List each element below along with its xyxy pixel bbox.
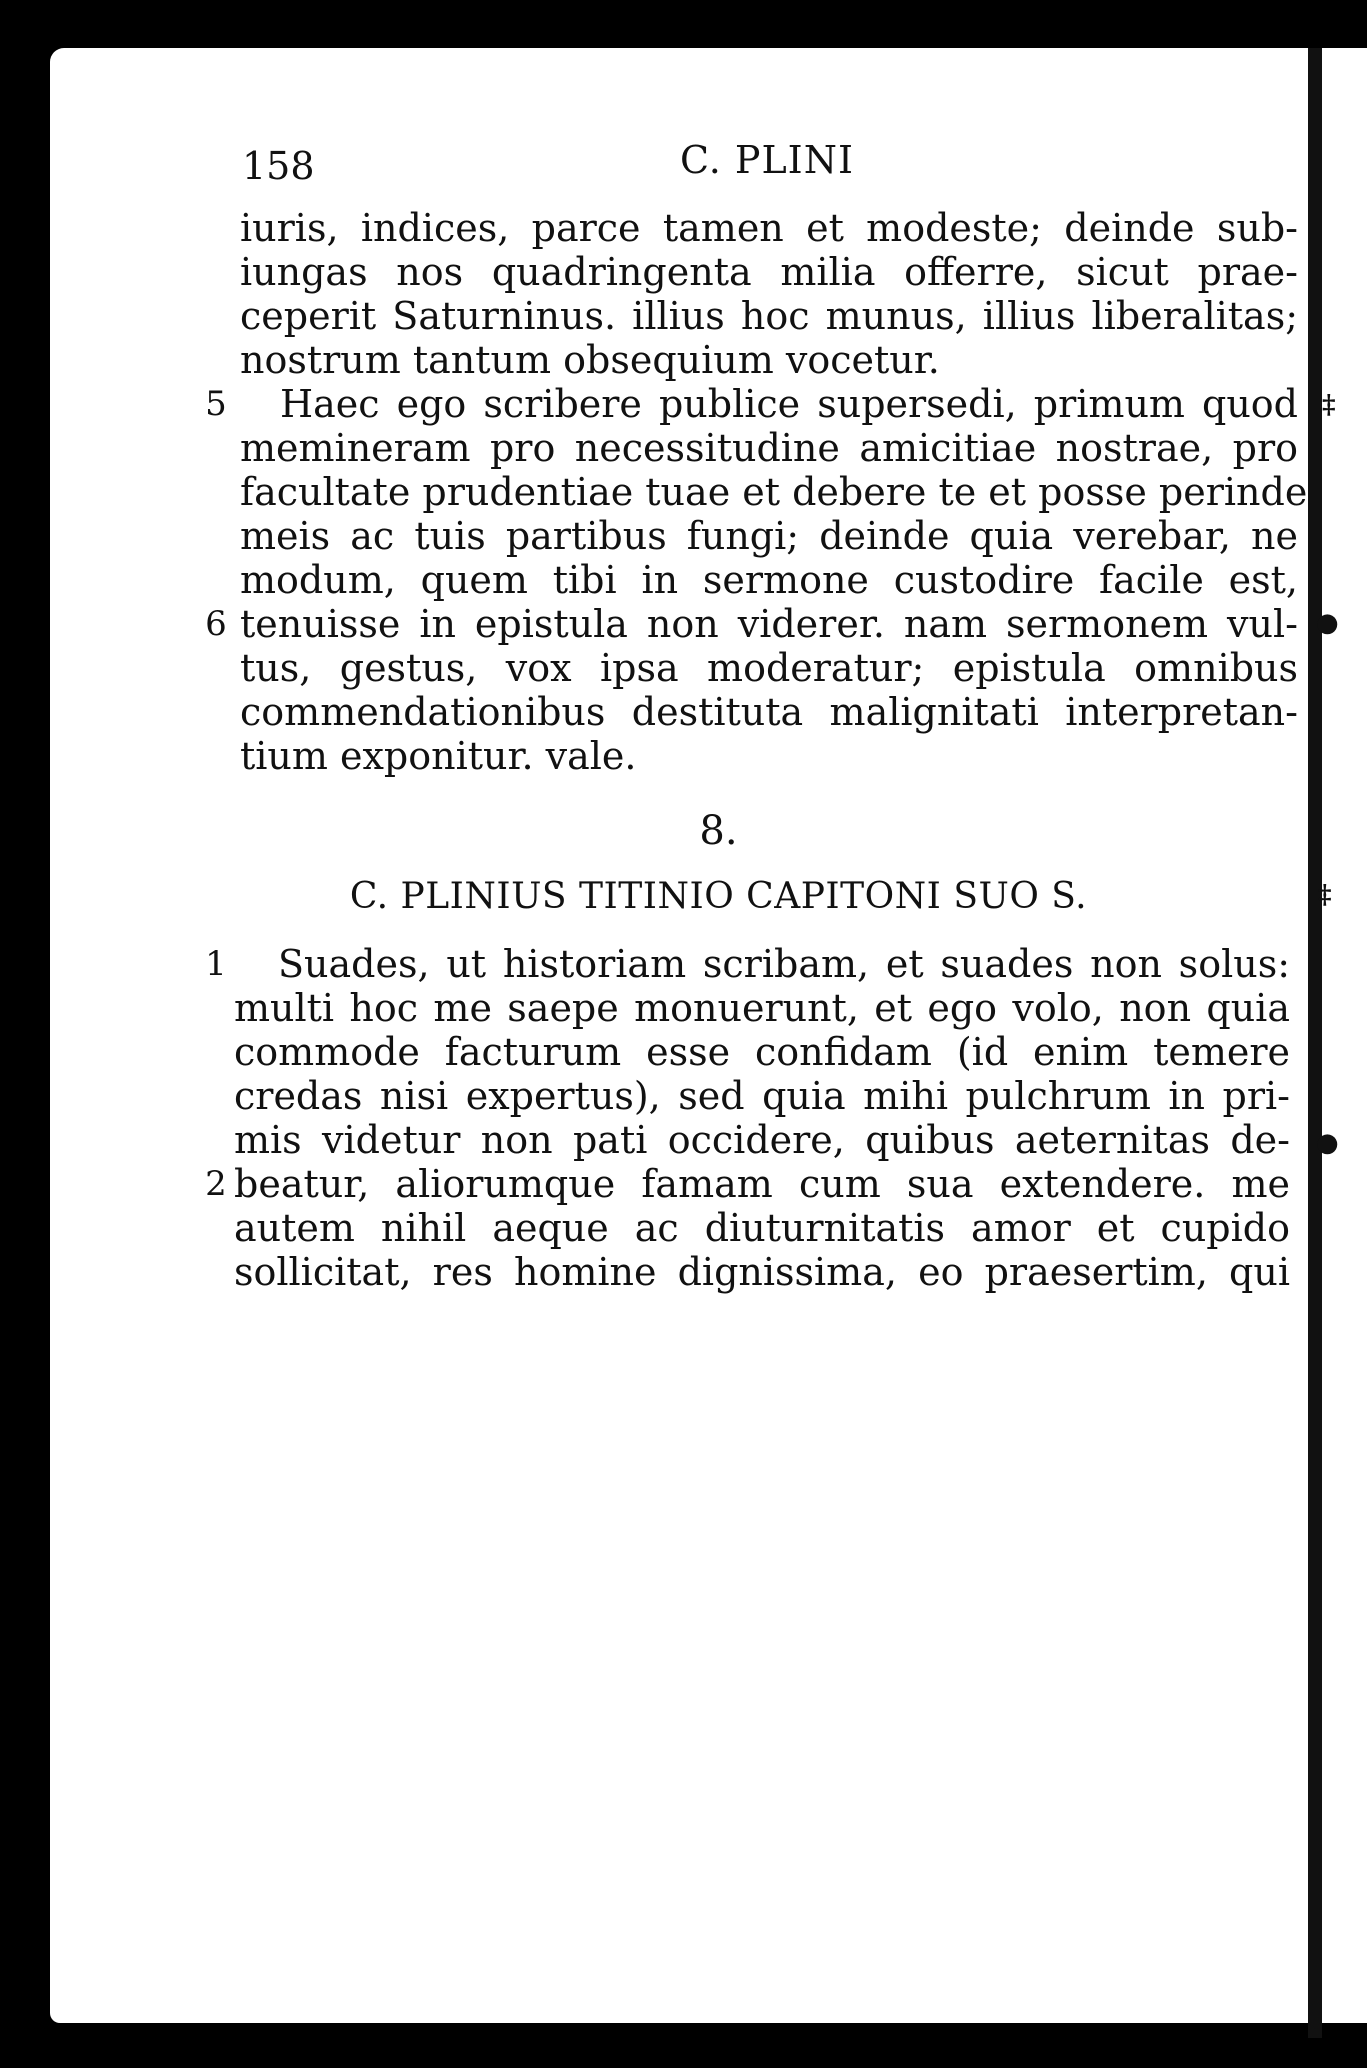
text-line: autem nihil aeque ac diuturnitatis amor et cupido bbox=[234, 1206, 1290, 1250]
section-number: 1 bbox=[205, 944, 227, 984]
text-line: sollicitat, res homine dignissima, eo praesertim, qui bbox=[234, 1250, 1290, 1294]
section-number: 2 bbox=[205, 1164, 227, 1204]
text-line: mis videtur non pati occidere, quibus aeternitas de- bbox=[234, 1118, 1290, 1162]
text-line: credas nisi expertus), sed quia mihi pulchrum in pri- bbox=[234, 1074, 1290, 1118]
text-line: iuris, indices, parce tamen et modeste; deinde sub- bbox=[240, 206, 1298, 250]
text-line: multi hoc me saepe monuerunt, et ego volo, non quia bbox=[234, 986, 1290, 1030]
text-line: commendationibus destituta malignitati interpretan- bbox=[240, 690, 1298, 734]
text-line: modum, quem tibi in sermone custodire facile est, bbox=[240, 558, 1298, 602]
text-line: memineram pro necessitudine amicitiae nostrae, pro bbox=[240, 426, 1298, 470]
text-line: facultate prudentiae tuae et debere te et posse perinde bbox=[240, 470, 1308, 514]
section-number: 6 bbox=[205, 604, 227, 644]
letter-number: 8. bbox=[699, 808, 738, 854]
page-number: 158 bbox=[242, 144, 315, 188]
text-line: commode facturum esse confidam (id enim temere bbox=[234, 1030, 1290, 1074]
facing-page-edge bbox=[1322, 48, 1367, 2023]
text-line: tus, gestus, vox ipsa moderatur; epistula omnibus bbox=[240, 646, 1298, 690]
section-number: 5 bbox=[205, 384, 227, 424]
text-line: beatur, aliorumque famam cum sua extendere. me bbox=[234, 1162, 1290, 1206]
text-line: meis ac tuis partibus fungi; deinde quia verebar, ne bbox=[240, 514, 1298, 558]
facing-page-mark: ‡ bbox=[1322, 390, 1336, 420]
letter-heading: C. PLINIUS TITINIO CAPITONI SUO S. bbox=[349, 876, 1088, 917]
text-line: iungas nos quadringenta milia offerre, sicut prae- bbox=[240, 250, 1298, 294]
text-line: tium exponitur. vale. bbox=[240, 734, 637, 778]
facing-page-mark: ● bbox=[1316, 1128, 1339, 1158]
text-line: tenuisse in epistula non viderer. nam sermonem vul- bbox=[240, 602, 1298, 646]
facing-page-mark: ● bbox=[1316, 608, 1339, 638]
text-line: ceperit Saturninus. illius hoc munus, illius liberalitas; bbox=[240, 294, 1298, 338]
book-spine bbox=[1308, 48, 1322, 2038]
facing-page-mark: ‡ bbox=[1318, 880, 1332, 910]
text-line: Haec ego scribere publice supersedi, primum quod bbox=[280, 382, 1298, 426]
text-line: Suades, ut historiam scribam, et suades non solus: bbox=[278, 942, 1290, 986]
running-title: C. PLINI bbox=[680, 138, 854, 182]
text-line: nostrum tantum obsequium vocetur. bbox=[240, 338, 940, 382]
